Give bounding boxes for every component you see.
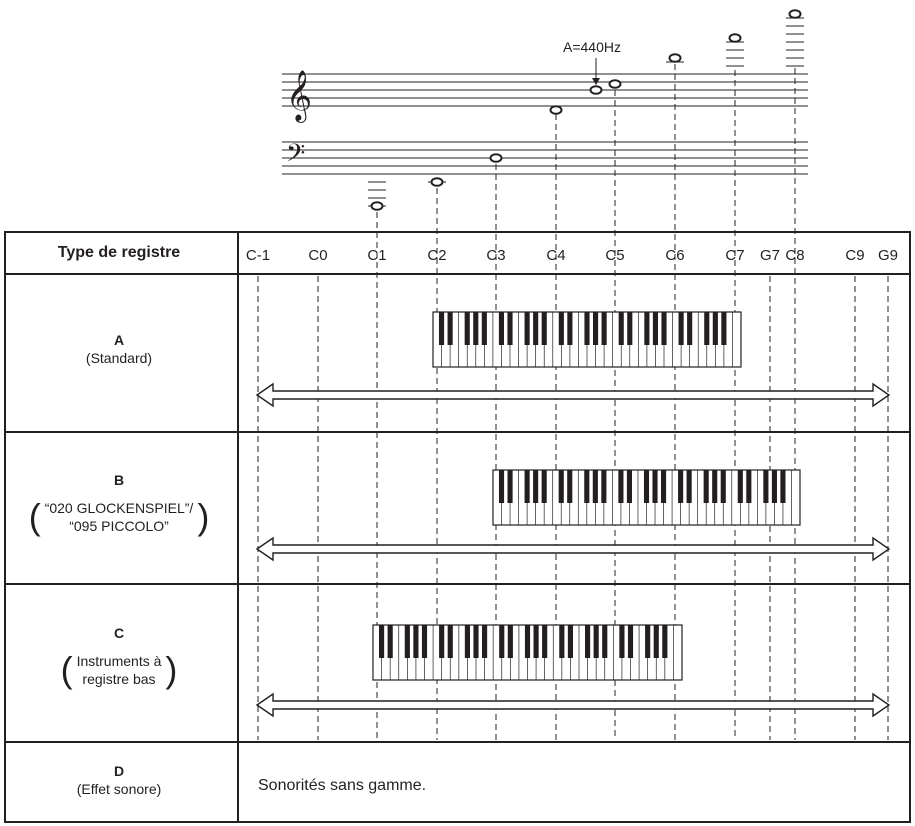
black-key: [499, 470, 504, 503]
black-key: [721, 470, 726, 503]
right-paren: ): [197, 496, 210, 537]
black-key: [763, 470, 768, 503]
black-key: [619, 312, 624, 345]
row-b-desc-1: “020 GLOCKENSPIEL”/: [44, 500, 194, 516]
black-key: [525, 312, 530, 345]
black-key: [388, 625, 393, 658]
arrow-shape: [257, 538, 889, 560]
note-label-c7: C7: [725, 247, 745, 264]
row-c-label: [6, 624, 232, 688]
black-key: [661, 470, 666, 503]
note-c7: [730, 34, 741, 42]
black-key: [534, 625, 539, 658]
black-key: [507, 312, 512, 345]
black-key: [542, 312, 547, 345]
keyboard-row-a: [433, 312, 741, 367]
black-key: [559, 312, 564, 345]
note-label-g9: G9: [877, 247, 899, 264]
black-key: [712, 470, 717, 503]
black-key: [567, 470, 572, 503]
note-label-c4: C4: [546, 247, 566, 264]
black-key: [602, 312, 607, 345]
black-key: [644, 312, 649, 345]
black-key: [448, 625, 453, 658]
row-b-desc-2: “095 PICCOLO”: [69, 518, 169, 534]
black-key: [542, 625, 547, 658]
note-label-c2: C2: [427, 247, 447, 264]
black-key: [653, 312, 658, 345]
row-d-label: [6, 762, 232, 798]
arrow-shape: [257, 694, 889, 716]
black-key: [780, 470, 785, 503]
black-key: [465, 625, 470, 658]
range-arrow-row-b: [257, 538, 889, 560]
black-key: [645, 625, 650, 658]
row-b-letter: B: [113, 472, 125, 488]
row-c-desc-2: registre bas: [82, 671, 156, 687]
black-key: [473, 625, 478, 658]
black-key: [533, 312, 538, 345]
note-label-c8: C8: [785, 247, 805, 264]
black-key: [482, 312, 487, 345]
black-key: [584, 312, 589, 345]
black-key: [448, 312, 453, 345]
black-key: [594, 625, 599, 658]
bass-clef-icon: 𝄢: [286, 139, 306, 174]
black-key: [568, 625, 573, 658]
left-paren: (: [60, 649, 73, 690]
note-label-c5: C5: [605, 247, 625, 264]
row-c-desc-group: [60, 649, 178, 690]
black-key: [413, 625, 418, 658]
register-type-header: Type de registre: [57, 244, 181, 261]
black-key: [567, 312, 572, 345]
black-key: [499, 312, 504, 345]
black-key: [772, 470, 777, 503]
black-key: [678, 470, 683, 503]
note-label-cm1: C-1: [245, 247, 271, 264]
black-key: [738, 470, 743, 503]
note-label-c0: C0: [308, 247, 328, 264]
black-key: [687, 312, 692, 345]
note-c3: [491, 154, 502, 162]
black-key: [525, 470, 530, 503]
black-key: [473, 312, 478, 345]
black-key: [662, 625, 667, 658]
black-key: [627, 470, 632, 503]
note-c8: [790, 10, 801, 18]
black-key: [533, 470, 538, 503]
black-key: [499, 625, 504, 658]
black-key: [619, 625, 624, 658]
black-key: [602, 625, 607, 658]
keyboard-row-c: [373, 625, 682, 680]
black-key: [507, 470, 512, 503]
black-key: [679, 312, 684, 345]
keyboard-row-b: [493, 470, 800, 525]
black-key: [379, 625, 384, 658]
black-key: [585, 625, 590, 658]
black-key: [713, 312, 718, 345]
black-key: [644, 470, 649, 503]
note-label-g7: G7: [759, 247, 781, 264]
black-key: [422, 625, 427, 658]
black-key: [405, 625, 410, 658]
arrow-shape: [257, 384, 889, 406]
note-a440: [591, 86, 602, 94]
left-paren: (: [28, 496, 41, 537]
row-a-desc: (Standard): [85, 350, 153, 366]
row-c-desc-1: Instruments à: [76, 653, 162, 669]
black-key: [601, 470, 606, 503]
black-key: [584, 470, 589, 503]
black-key: [661, 312, 666, 345]
row-d-desc: (Effet sonore): [76, 781, 162, 797]
row-d-letter: D: [113, 763, 125, 779]
black-key: [652, 470, 657, 503]
black-key: [508, 625, 513, 658]
black-key: [482, 625, 487, 658]
black-key: [465, 312, 470, 345]
range-arrow-row-a: [257, 384, 889, 406]
a440-label: A=440Hz: [563, 39, 621, 55]
black-key: [687, 470, 692, 503]
note-label-c1: C1: [367, 247, 387, 264]
note-c6: [670, 54, 681, 62]
black-key: [593, 312, 598, 345]
black-key: [654, 625, 659, 658]
black-key: [627, 312, 632, 345]
right-paren: ): [165, 649, 178, 690]
note-label-c9: C9: [845, 247, 865, 264]
black-key: [704, 312, 709, 345]
black-key: [618, 470, 623, 503]
black-key: [746, 470, 751, 503]
black-key: [704, 470, 709, 503]
musical-staff: [282, 10, 808, 210]
note-c2: [432, 178, 443, 186]
black-key: [542, 470, 547, 503]
black-key: [559, 625, 564, 658]
black-key: [439, 312, 444, 345]
row-d-note: Sonorités sans gamme.: [258, 777, 427, 794]
row-a-letter: A: [113, 332, 125, 348]
row-c-letter: C: [113, 625, 125, 641]
note-label-c6: C6: [665, 247, 685, 264]
range-arrow-row-c: [257, 694, 889, 716]
row-b-label: [6, 471, 232, 535]
black-key: [525, 625, 530, 658]
keyboards: [373, 312, 800, 680]
black-key: [628, 625, 633, 658]
black-key: [593, 470, 598, 503]
note-label-c3: C3: [486, 247, 506, 264]
note-c1: [372, 202, 383, 210]
black-key: [721, 312, 726, 345]
note-c4: [551, 106, 562, 114]
row-a-label: [6, 331, 232, 367]
treble-clef-icon: 𝄞: [286, 70, 313, 121]
black-key: [559, 470, 564, 503]
row-b-desc-group: [28, 496, 210, 537]
note-c5: [610, 80, 621, 88]
black-key: [439, 625, 444, 658]
